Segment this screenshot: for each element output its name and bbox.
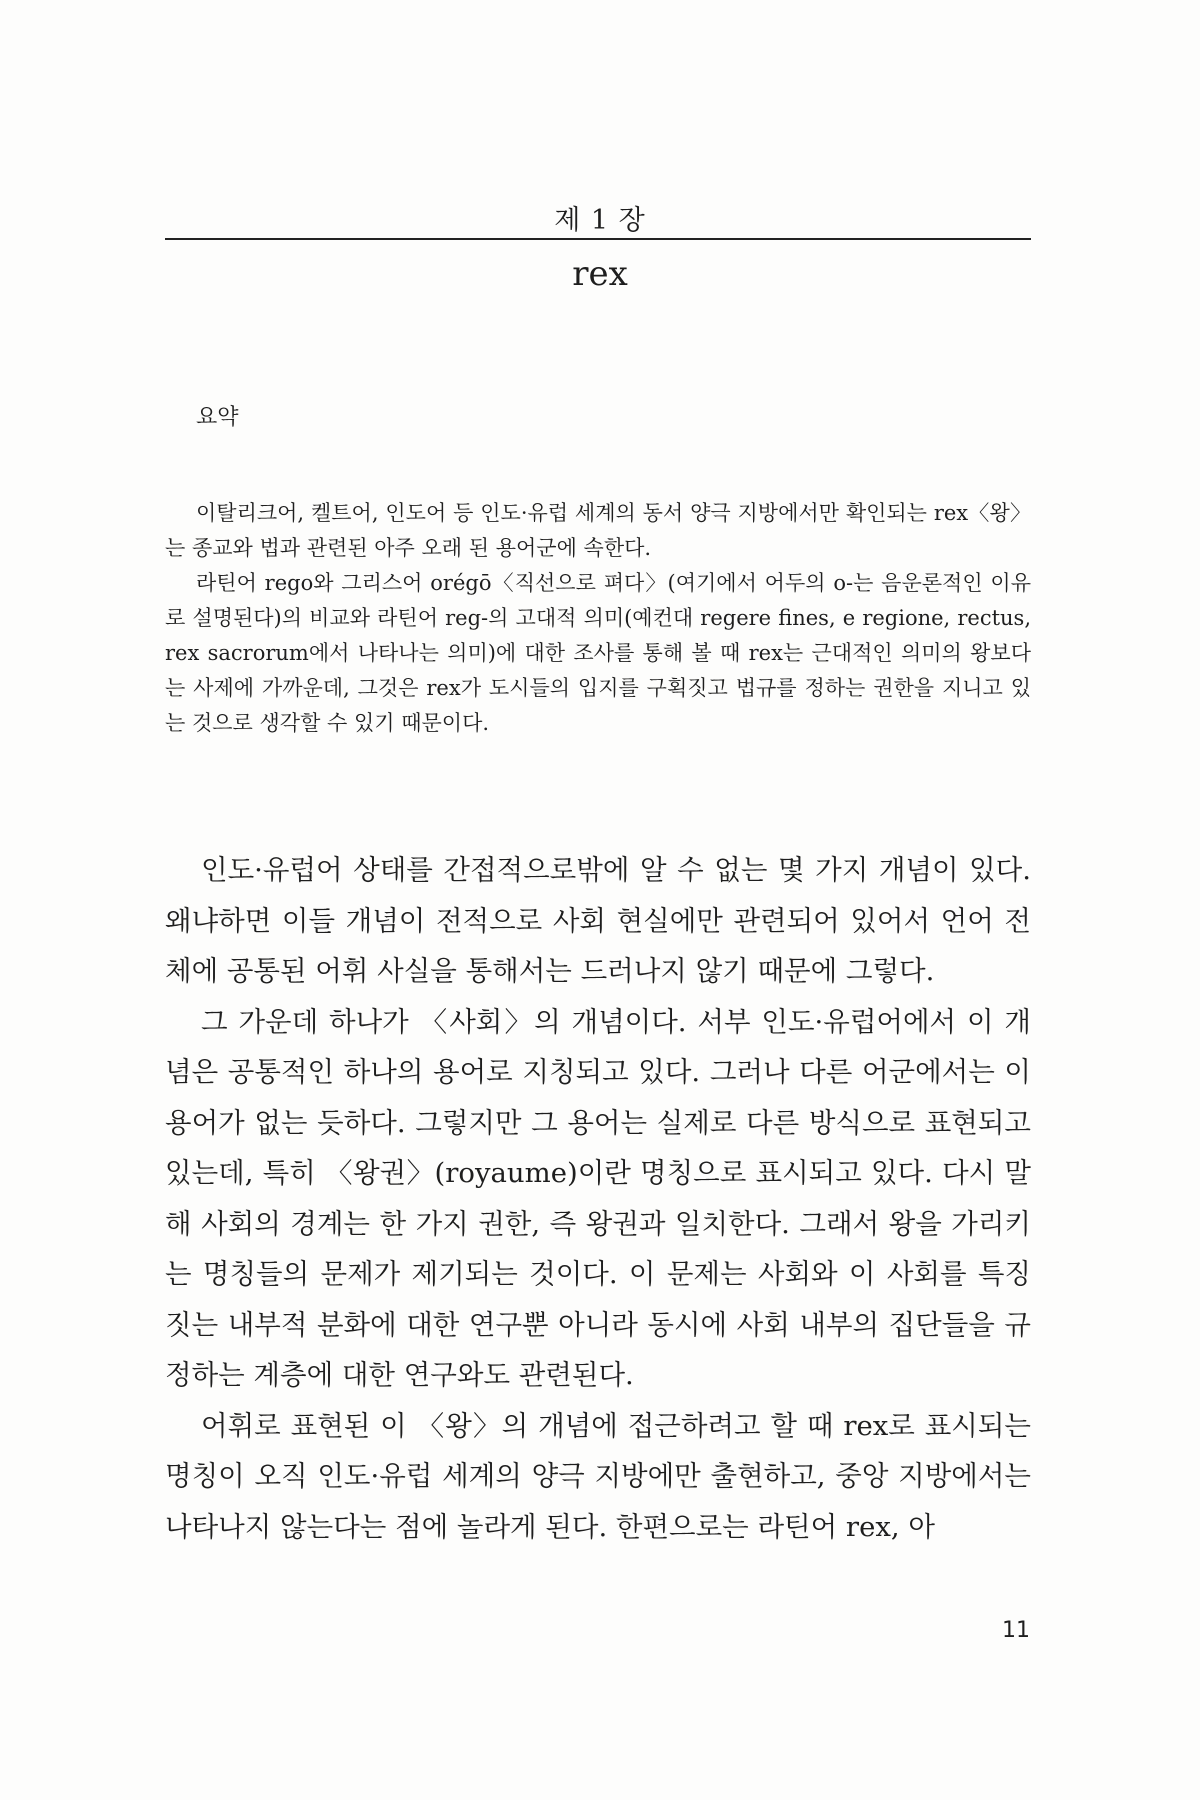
summary-heading: 요약 <box>196 405 239 430</box>
body-paragraph: 인도·유럽어 상태를 간접적으로밖에 알 수 없는 몇 가지 개념이 있다. 왜냐하면 이들 개념이 전적으로 사회 현실에만 관련되어 있어서 언어 전체에 공통된 어휘 사실을 통해서는 드러나지 않기 때문에 그렇다. <box>165 854 1031 987</box>
body-text <box>165 845 1031 1552</box>
chapter-label: 제 1 장 <box>554 205 646 236</box>
page-number: 11 <box>1002 1618 1030 1643</box>
chapter-title: rex <box>572 254 628 294</box>
summary-block <box>165 496 1031 741</box>
summary-paragraph: 이탈리크어, 켈트어, 인도어 등 인도·유럽 세계의 동서 양극 지방에서만 확인되는 rex〈왕〉는 종교와 법과 관련된 아주 오래 된 용어군에 속한다. <box>165 501 1031 560</box>
summary-paragraph: 라틴어 rego와 그리스어 orégō〈직선으로 펴다〉(여기에서 어두의 o-는 음운론적인 이유로 설명된다)의 비교와 라틴어 reg-의 고대적 의미(예컨대 regere fines, e regione, rectus, rex sacrorum에서 나타나는 의미)에 대한 조사를 통해 볼 때 rex는 근대적인 의미의 왕보다는 사제에 가까운데, 그것은 rex가 도시들의 입지를 구획짓고 법규를 정하는 권한을 지니고 있는 것으로 생각할 수 있기 때문이다. <box>165 571 1031 735</box>
header-rule <box>165 238 1031 240</box>
body-paragraph: 그 가운데 하나가 〈사회〉의 개념이다. 서부 인도·유럽어에서 이 개념은 공통적인 하나의 용어로 지칭되고 있다. 그러나 다른 어군에서는 이 용어가 없는 듯하다. 그렇지만 그 용어는 실제로 다른 방식으로 표현되고 있는데, 특히 〈왕권〉(royaume)이란 명칭으로 표시되고 있다. 다시 말해 사회의 경계는 한 가지 권한, 즉 왕권과 일치한다. 그래서 왕을 가리키는 명칭들의 문제가 제기되는 것이다. 이 문제는 사회와 이 사회를 특징짓는 내부적 분화에 대한 연구뿐 아니라 동시에 사회 내부의 집단들을 규정하는 계층에 대한 연구와도 관련된다. <box>165 1005 1031 1391</box>
body-paragraph: 어휘로 표현된 이 〈왕〉의 개념에 접근하려고 할 때 rex로 표시되는 명칭이 오직 인도·유럽 세계의 양극 지방에만 출현하고, 중앙 지방에서는 나타나지 않는다는 점에 놀라게 된다. 한편으로는 라틴어 rex, 아 <box>165 1409 1031 1543</box>
